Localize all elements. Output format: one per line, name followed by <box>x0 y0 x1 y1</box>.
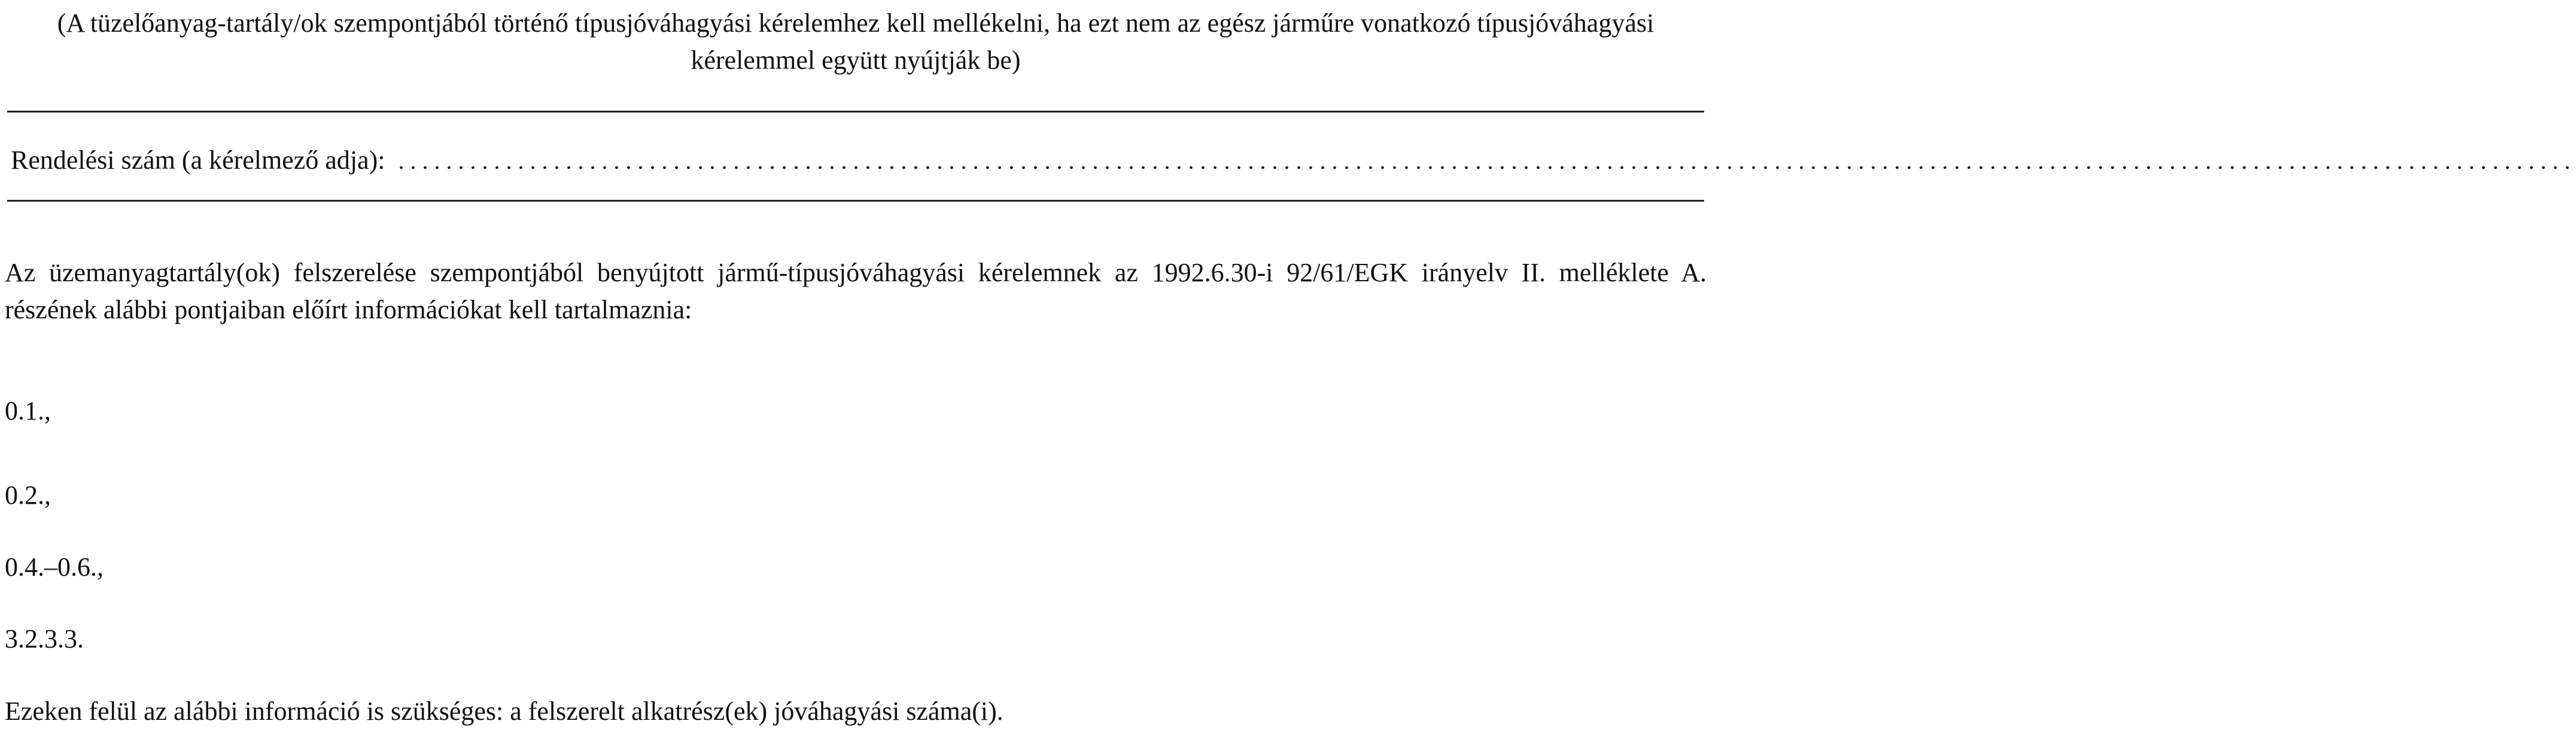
order-number-label: Rendelési szám (a kérelmező adja): <box>11 145 385 175</box>
point-item: 3.2.3.3. <box>5 624 84 653</box>
bottom-divider <box>7 200 1704 202</box>
header-note: (A tüzelőanyag-tartály/ok szempontjából történő típusjóváhagyási kérelemhez kell mellékelni, ha ezt nem az egész járműre vonatkozó típusjóváhagyási kérelemmel együtt nyújtják be) <box>57 8 1655 75</box>
intro-paragraph: Az üzemanyagtartály(ok) felszerelése szempontjából benyújtott jármű-típusjóváhagyási kérelemnek az 1992.6.30-i 92/61/EGK irányelv II. melléklete A. részének alábbi pontjaiban előírt információkat kell tartalmaznia: <box>5 258 1707 324</box>
point-item: 0.4.–0.6., <box>5 552 104 582</box>
point-item: 0.2., <box>5 480 51 510</box>
closing-paragraph: Ezeken felül az alábbi információ is szükséges: a felszerelt alkatrész(ek) jóváhagyási száma(i). <box>5 697 1003 726</box>
point-item: 0.1., <box>5 396 51 425</box>
order-number-fill-line: ...................................................................................................................................................................................... <box>398 147 2576 174</box>
top-divider <box>7 111 1704 112</box>
order-number-field <box>11 142 2576 178</box>
